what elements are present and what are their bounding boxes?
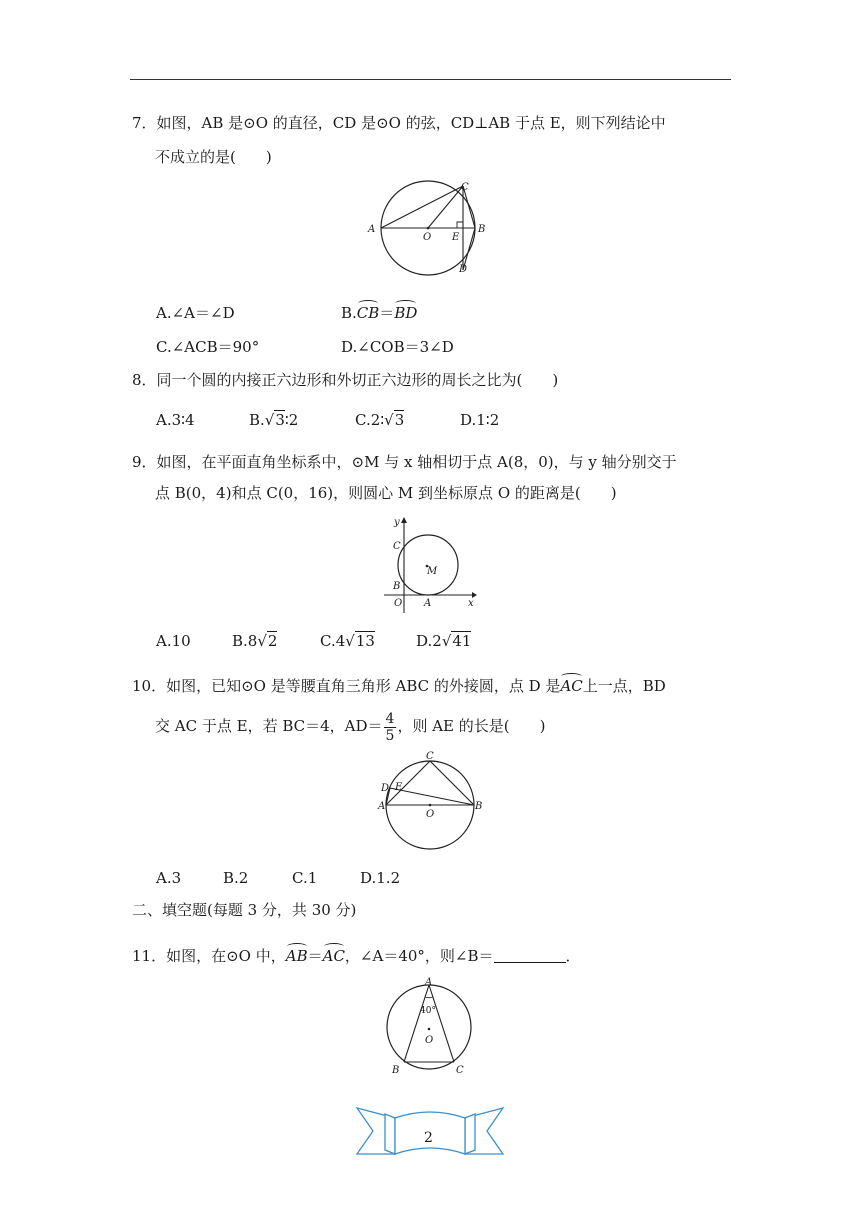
q8-option-d: D.1∶2 [460, 411, 500, 429]
q7-label-a: A [368, 224, 376, 235]
q11-figure [383, 977, 478, 1077]
q10-stem-line1: 10．如图，已知⊙O 是等腰直角三角形 ABC 的外接圆，点 D 是AC上一点，BD [132, 677, 666, 695]
q7-option-c: C.∠ACB＝90° [156, 338, 260, 356]
q8-option-a: A.3∶4 [156, 411, 195, 429]
q10-option-a: A.3 [156, 869, 182, 887]
q11-answer-blank [494, 962, 566, 963]
q7-label-e: E [452, 232, 460, 243]
q9-stem-line1: 9．如图，在平面直角坐标系中，⊙M 与 x 轴相切于点 A(8，0)，与 y 轴分别交于 [132, 453, 677, 471]
q7-label-c: C [461, 182, 469, 193]
q10-label-d: D [381, 783, 390, 794]
q9-label-o: O [394, 598, 403, 609]
section-heading: 二、填空题(每题 3 分，共 30 分) [132, 901, 357, 919]
q11-label-a: A [425, 977, 433, 988]
q9-label-x: x [468, 598, 474, 609]
q9-label-y: y [394, 517, 400, 528]
q11-label-angle: 40° [420, 1006, 436, 1016]
q7-option-d: D.∠COB＝3∠D [341, 338, 454, 356]
q9-stem-line2: 点 B(0，4)和点 C(0，16)，则圆心 M 到坐标原点 O 的距离是( ) [155, 484, 617, 502]
q7-figure [365, 178, 495, 278]
q11-label-b: B [392, 1065, 400, 1076]
q9-option-c: C.4√13 [320, 632, 375, 650]
q9-label-c: C [393, 541, 401, 552]
q10-figure [375, 750, 485, 855]
q7-option-a: A.∠A＝∠D [156, 304, 235, 322]
q9-label-a: A [424, 598, 432, 609]
q10-stem-line2: 交 AC 于点 E，若 BC＝4，AD＝ $\frac{4}{5}$ ，则 AE 的长是( ) [155, 710, 546, 744]
q8-stem: 8．同一个圆的内接正六边形和外切正六边形的周长之比为( ) [132, 371, 559, 389]
q10-option-d: D.1.2 [360, 869, 401, 887]
q8-option-b: B.√3∶2 [249, 411, 299, 429]
q7-stem-line2: 不成立的是( ) [155, 148, 272, 166]
q9-option-d: D.2√41 [416, 632, 472, 650]
q9-figure [380, 515, 480, 615]
q11-label-o: O [425, 1035, 434, 1046]
page-number: 2 [424, 1130, 433, 1146]
q7-label-o: O [423, 232, 432, 243]
q9-option-a: A.10 [156, 632, 191, 650]
q7-label-d: D [459, 264, 468, 275]
q10-label-o: O [426, 809, 435, 820]
q7-label-b: B [478, 224, 486, 235]
q10-fraction: $\frac{4}{5}$ [385, 710, 395, 744]
q10-label-c: C [426, 751, 434, 762]
q10-option-c: C.1 [292, 869, 318, 887]
q10-label-e: E [395, 782, 403, 793]
q11-stem: 11．如图，在⊙O 中，AB＝AC，∠A＝40°，则∠B＝ ． [132, 947, 581, 965]
q9-option-b: B.8√2 [232, 632, 278, 650]
q10-option-b: B.2 [223, 869, 249, 887]
q11-label-c: C [456, 1065, 464, 1076]
q9-label-b: B [393, 581, 401, 592]
q10-label-a: A [378, 801, 386, 812]
q8-option-c: C.2∶√3 [355, 411, 405, 429]
q9-label-m: M [427, 566, 438, 577]
q7-option-b: B.CB＝BD [341, 304, 418, 322]
q10-label-b: B [475, 801, 483, 812]
header-rule [130, 79, 731, 80]
q7-stem-line1: 7．如图，AB 是⊙O 的直径，CD 是⊙O 的弦，CD⊥AB 于点 E，则下列结论中 [132, 114, 666, 132]
